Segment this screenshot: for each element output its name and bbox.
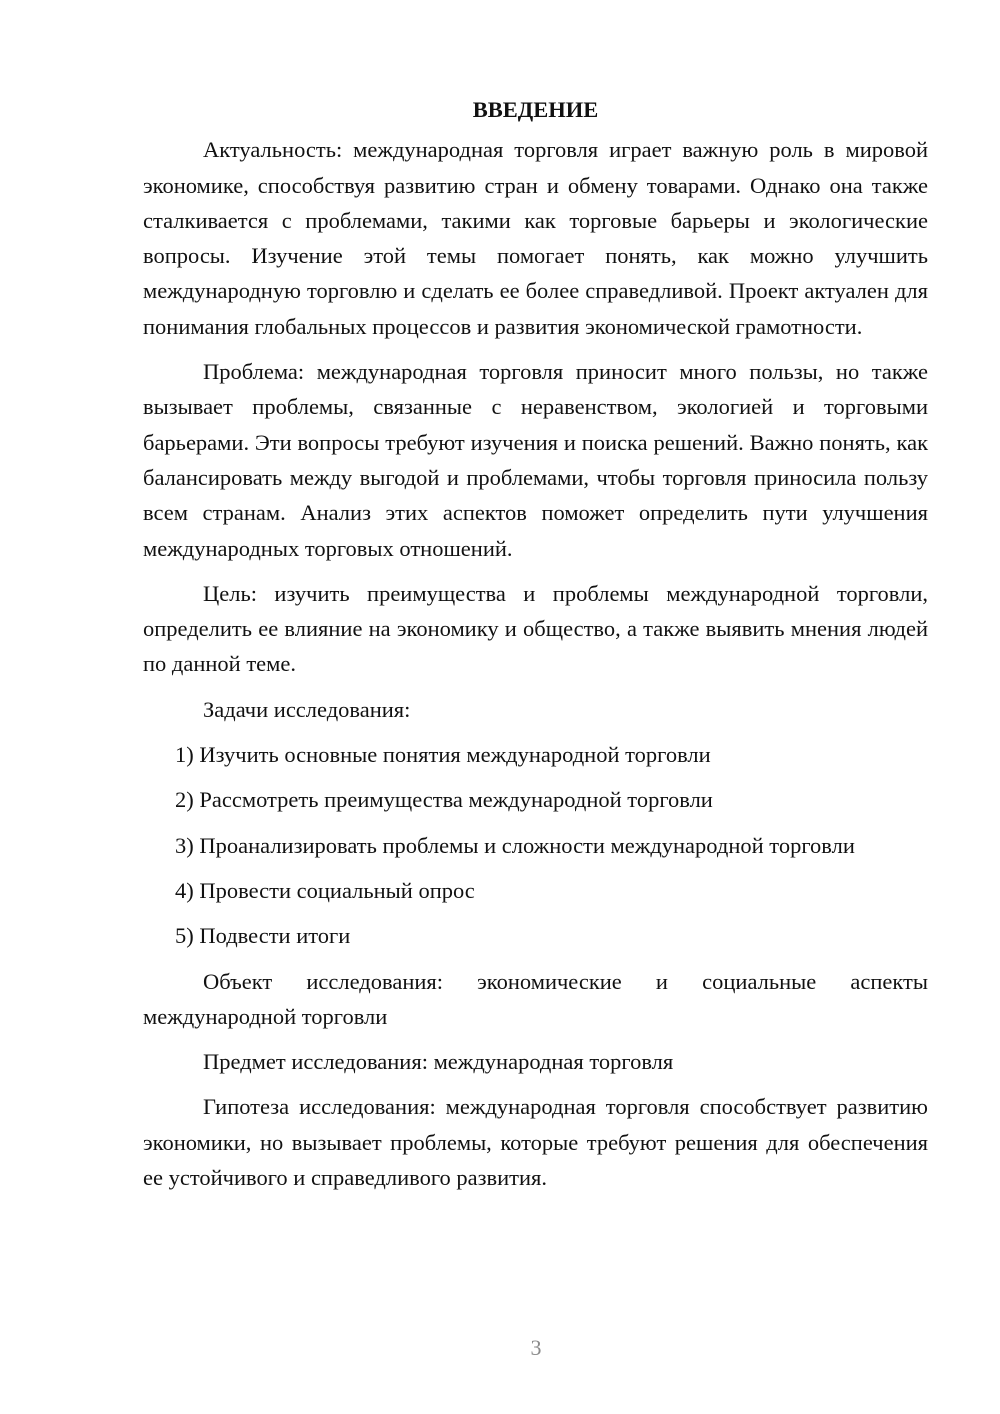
paragraph-relevance: Актуальность: международная торговля играет важную роль в мировой экономике, способствуя развитию стран и обмену товарами. Однако она также сталкивается с проблемами, такими как торговые барьеры и экологические вопросы. Изучение этой темы помогает понять, как можно улучшить международную торговлю и сделать ее более справедливой. Проект актуален для понимания глобальных процессов и развития экономической грамотности.: [143, 137, 928, 339]
task-item: 3) Проанализировать проблемы и сложности международной торговли: [175, 832, 855, 858]
page-content: [143, 92, 928, 1205]
paragraph-object: Объект исследования: экономические и социальные аспекты международной торговли: [143, 968, 928, 1029]
paragraph-tasks-heading: Задачи исследования:: [203, 696, 411, 722]
page-number: 3: [530, 1335, 542, 1360]
task-item: 5) Подвести итоги: [175, 923, 351, 949]
paragraph-problem: Проблема: международная торговля приносит много пользы, но также вызывает проблемы, связанные с неравенством, экологией и торговыми барьерами. Эти вопросы требуют изучения и поиска решений. Важно понять, как балансировать между выгодой и проблемами, чтобы торговля приносила пользу всем странам. Анализ этих аспектов поможет определить пути улучшения международных торговых отношений.: [143, 359, 928, 561]
paragraph-subject: Предмет исследования: международная торговля: [203, 1049, 674, 1075]
section-title: ВВЕДЕНИЕ: [472, 97, 599, 122]
task-item: 4) Провести социальный опрос: [175, 877, 475, 903]
paragraph-goal: Цель: изучить преимущества и проблемы международной торговли, определить ее влияние на экономику и общество, а также выявить мнения людей по данной теме.: [143, 580, 928, 677]
paragraph-hypothesis: Гипотеза исследования: международная торговля способствует развитию экономики, но вызывает проблемы, которые требуют решения для обеспечения ее устойчивого и справедливого развития.: [143, 1094, 928, 1191]
task-item: 1) Изучить основные понятия международной торговли: [175, 742, 711, 768]
task-item: 2) Рассмотреть преимущества международной торговли: [175, 787, 713, 813]
